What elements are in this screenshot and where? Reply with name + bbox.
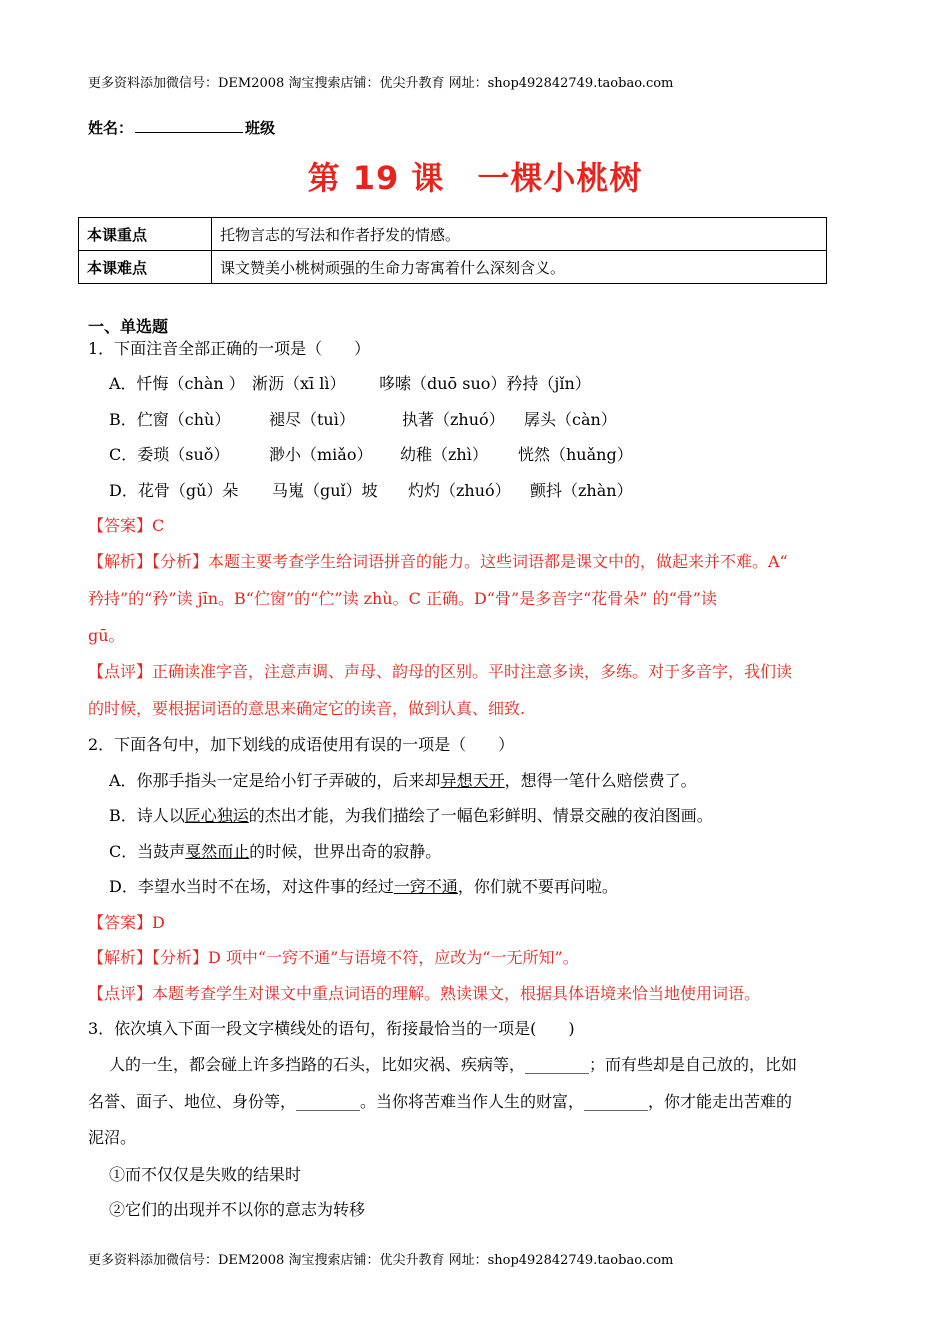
underlined-idiom: 戛然而止: [185, 842, 250, 861]
option-part: 执著（zhuó）: [402, 410, 505, 429]
option-part: 淅沥（xī lì）: [252, 374, 346, 393]
option-part: 恍然（huǎng）: [518, 445, 633, 464]
option-part: D．花骨（gǔ）朵: [109, 481, 239, 500]
name-blank[interactable]: [135, 118, 243, 133]
q1-stem: 1．下面注音全部正确的一项是（ ）: [88, 339, 371, 358]
q2-stem: 2．下面各句中，加下划线的成语使用有误的一项是（ ）: [88, 735, 515, 754]
page-footer: 更多资料添加微信号：DEM2008 淘宝搜索店铺：优尖升教育 网址：shop492842749.taobao.com: [88, 1253, 674, 1268]
q1-option-c: [109, 445, 633, 465]
class-label: 班级: [245, 119, 276, 137]
option-text: ，想得一笔什么赔偿费了。: [504, 771, 697, 790]
name-label: 姓名：: [88, 119, 134, 137]
page-header: 更多资料添加微信号：DEM2008 淘宝搜索店铺：优尖升教育 网址：shop492842749.taobao.com: [88, 76, 674, 91]
option-part: B．伫窗（chù）: [109, 410, 231, 429]
option-text: 的时候，世界出奇的寂静。: [249, 842, 442, 861]
underlined-idiom: 异想天开: [440, 771, 505, 790]
q3-passage-line: 人的一生，都会碰上许多挡路的石头，比如灾祸、疾病等，________；而有些却是自己放的，比如: [109, 1055, 798, 1074]
q1-option-d: [109, 481, 633, 501]
q1-analysis-line: 【解析】【分析】本题主要考查学生给词语拼音的能力。这些词语都是课文中的，做起来并不难。A“: [88, 552, 788, 571]
q2-comment: 【点评】本题考查学生对课文中重点词语的理解。熟读课文，根据具体语境来恰当地使用词语。: [88, 984, 761, 1003]
option-text: ，你们就不要再问啦。: [457, 877, 618, 896]
option-text: C．当鼓声: [109, 842, 186, 861]
option-part: C．委琐（suǒ）: [109, 445, 230, 464]
q2-option-d: [109, 877, 618, 897]
key-points-table: [78, 217, 827, 284]
q2-option-c: [109, 842, 441, 862]
q2-option-a: [109, 771, 697, 791]
q1-option-a: [109, 374, 591, 394]
option-part: 孱头（càn）: [524, 410, 617, 429]
key-label: 本课重点: [79, 218, 212, 251]
q1-answer: 【答案】C: [88, 516, 165, 535]
student-info-line: [88, 117, 275, 138]
q1-comment-line: 【点评】正确读准字音，注意声调、声母、韵母的区别。平时注意多读，多练。对于多音字，我们读: [88, 662, 793, 681]
q2-analysis: 【解析】【分析】D 项中“一窍不通”与语境不符，应改为“一无所知”。: [88, 948, 579, 967]
q1-option-b: [109, 410, 617, 430]
q1-comment-line: 的时候，要根据词语的意思来确定它的读音，做到认真、细致.: [88, 699, 526, 718]
key-value: 托物言志的写法和作者抒发的情感。: [212, 218, 827, 251]
q2-option-b: [109, 806, 713, 826]
option-part: A．忏悔（chàn ）: [109, 374, 245, 393]
option-part: 幼稚（zhì）: [400, 445, 488, 464]
option-text: B．诗人以: [109, 806, 185, 825]
option-part: 褪尽（tuì）: [269, 410, 355, 429]
q2-answer: 【答案】D: [88, 913, 165, 932]
q1-analysis-line: 矜持”的“矜”读 jīn。B“伫窗”的“伫”读 zhù。C 正确。D“骨”是多音字“花骨朵” 的“骨”读: [88, 589, 717, 608]
q3-passage-line: 泥沼。: [88, 1128, 137, 1147]
key-row-difficulty: [79, 251, 827, 284]
q3-stem: 3．依次填入下面一段文字横线处的语句，衔接最恰当的一项是( ): [88, 1019, 575, 1038]
lesson-title: 第 19 课 一棵小桃树: [307, 159, 643, 197]
key-row-focus: [79, 218, 827, 251]
option-part: 哆嗦（duō suo）矜持（jǐn）: [379, 374, 591, 393]
option-part: 渺小（miǎo）: [269, 445, 373, 464]
section-title: 一、单选题: [88, 317, 169, 336]
underlined-idiom: 一窍不通: [393, 877, 458, 896]
option-part: 颤抖（zhàn）: [530, 481, 633, 500]
key-value: 课文赞美小桃树顽强的生命力寄寓着什么深刻含义。: [212, 251, 827, 284]
q3-choice: ②它们的出现并不以你的意志为转移: [109, 1200, 366, 1219]
option-text: A．你那手指头一定是给小钉子弄破的，后来却: [109, 771, 441, 790]
q3-passage-line: 名誉、面子、地位、身份等，________。当你将苦难当作人生的财富，________，你才能走出苦难的: [88, 1092, 793, 1111]
option-text: D．李望水当时不在场，对这件事的经过: [109, 877, 394, 896]
option-part: 灼灼（zhuó）: [408, 481, 511, 500]
q3-choice: ①而不仅仅是失败的结果时: [109, 1165, 302, 1184]
option-text: 的杰出才能，为我们描绘了一幅色彩鲜明、情景交融的夜泊图画。: [248, 806, 713, 825]
option-part: 马嵬（guǐ）坡: [272, 481, 378, 500]
underlined-idiom: 匠心独运: [184, 806, 249, 825]
q1-analysis-line: gū。: [88, 626, 125, 645]
key-label: 本课难点: [79, 251, 212, 284]
